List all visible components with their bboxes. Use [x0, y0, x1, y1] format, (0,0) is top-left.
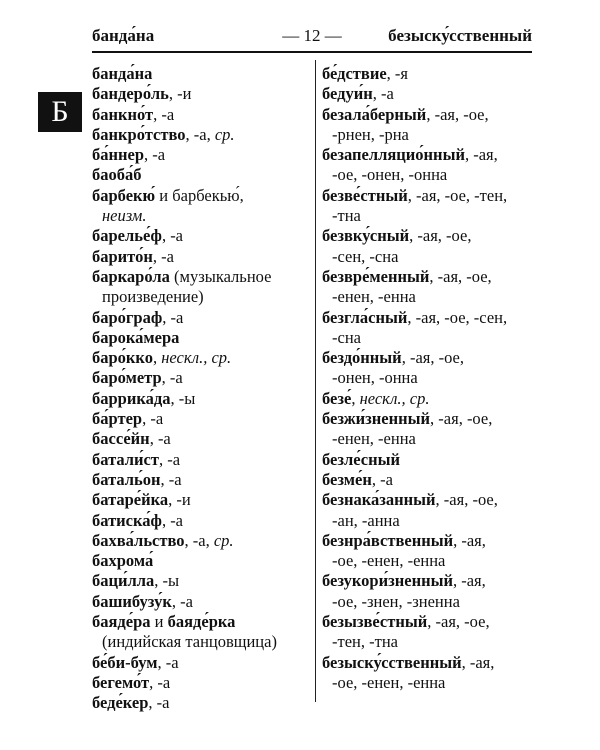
- entry-text: , -а: [152, 246, 174, 266]
- running-header: [92, 26, 532, 52]
- headword: бандеро́ль: [92, 84, 169, 104]
- entry-text: , -ая,: [453, 530, 486, 550]
- dictionary-entry: [92, 84, 312, 104]
- headword: ба́ннер: [92, 145, 145, 165]
- headword: банкно́т: [92, 104, 154, 124]
- entry-text: , -ая,: [452, 571, 486, 591]
- entry-text: ,: [351, 388, 360, 408]
- entry-text: , -ая, -ое, -сен,: [407, 307, 508, 327]
- headword: бахрома́: [92, 551, 154, 571]
- entry-text: и: [150, 612, 168, 632]
- entry-text: , -а: [149, 429, 171, 449]
- dictionary-entry: [92, 653, 312, 673]
- entry-text: и барбекью́,: [155, 185, 244, 205]
- entry-text: ,: [152, 348, 162, 368]
- headword: башибузу́к: [92, 591, 172, 611]
- dictionary-entry: [322, 64, 537, 84]
- entry-text: , -а: [171, 591, 193, 611]
- entry-text: -ан, -анна: [332, 510, 400, 530]
- dictionary-entry: [92, 673, 312, 693]
- entry-continuation: [92, 287, 312, 307]
- headword: безапелляцио́нный: [322, 145, 465, 165]
- dictionary-entry: [92, 105, 312, 125]
- headword: баталь́он: [92, 469, 161, 489]
- dictionary-entry: [92, 247, 312, 267]
- headword: безвку́сный: [322, 226, 410, 246]
- entry-continuation: [322, 551, 537, 571]
- header-rule: [92, 51, 532, 53]
- entry-text: , -а: [371, 469, 393, 489]
- entry-text: , -ая, -ое,: [426, 104, 489, 124]
- entry-text: , -ы: [170, 388, 196, 408]
- headword: банкро́тство: [92, 124, 186, 144]
- headword: безнра́вственный: [322, 530, 454, 550]
- dictionary-entry: [92, 450, 312, 470]
- dictionary-entry: [322, 571, 537, 591]
- headword: баро́граф: [92, 307, 163, 327]
- dictionary-entry: [322, 145, 537, 165]
- entry-text: -енен, -енна: [332, 287, 416, 307]
- dictionary-entry: [322, 531, 537, 551]
- headword: баро́кко: [92, 348, 153, 368]
- dictionary-entry: [92, 389, 312, 409]
- dictionary-entry: [92, 308, 312, 328]
- entry-text: (музыкальное: [169, 266, 272, 286]
- dictionary-entry: [92, 64, 312, 84]
- entry-text: , -а: [158, 449, 181, 469]
- headword: барбекю́: [92, 185, 156, 205]
- entry-text: , -а,: [184, 530, 214, 550]
- headword: бахва́льство: [92, 530, 185, 550]
- entry-text: , -и: [168, 84, 192, 104]
- dictionary-entry: [92, 226, 312, 246]
- entry-continuation: [322, 287, 537, 307]
- entry-text: , -ая,: [464, 145, 498, 165]
- entry-text: -енен, -енна: [332, 429, 416, 449]
- headword: безжи́зненный: [322, 409, 431, 429]
- dictionary-entry: [322, 105, 537, 125]
- headword: баци́лла: [92, 571, 155, 591]
- headword: баоба́б: [92, 165, 142, 185]
- dictionary-entry: [322, 186, 537, 206]
- dictionary-entry: [92, 145, 312, 165]
- dictionary-entry: [92, 693, 312, 713]
- headword: бе́дствие: [322, 64, 387, 83]
- entry-continuation: [92, 632, 312, 652]
- entry-continuation: [322, 632, 537, 652]
- headword: бассе́йн: [92, 429, 150, 449]
- dictionary-entry: [322, 653, 537, 673]
- entry-text: , -а: [148, 693, 170, 713]
- dictionary-entry: [92, 612, 312, 632]
- dictionary-entry: [92, 348, 312, 368]
- dictionary-entry: [322, 409, 537, 429]
- entry-text: (индийская танцовщица): [102, 632, 277, 652]
- column-divider: [315, 60, 316, 702]
- entry-continuation: [322, 247, 537, 267]
- grammar-label: нескл., ср.: [359, 388, 430, 408]
- headword: безукори́зненный: [322, 571, 453, 591]
- headword: безве́стный: [322, 185, 408, 205]
- headword: безме́н: [322, 469, 372, 489]
- headword: банда́на: [92, 64, 153, 83]
- headword: баяде́ра: [92, 612, 151, 632]
- dictionary-entry: [92, 328, 312, 348]
- headword: беде́кер: [92, 693, 149, 713]
- entry-text: -сен, -сна: [332, 246, 399, 266]
- headword: барито́н: [92, 246, 153, 266]
- entry-continuation: [322, 206, 537, 226]
- entry-text: , -ая, -ое,: [427, 612, 490, 632]
- entry-text: , -ая,: [461, 652, 495, 672]
- headword: безе́: [322, 388, 352, 408]
- entry-text: , -ы: [154, 571, 180, 591]
- dictionary-entry: [322, 490, 537, 510]
- dictionary-entry: [92, 490, 312, 510]
- headword: барелье́ф: [92, 226, 162, 246]
- section-letter-tab: Б: [38, 92, 82, 132]
- entry-text: , -ая, -ое,: [430, 409, 493, 429]
- headword: батиска́ф: [92, 510, 162, 530]
- grammar-label: ср.: [214, 124, 235, 144]
- entry-text: , -а: [161, 510, 184, 530]
- entry-continuation: [322, 125, 537, 145]
- dictionary-entry: [322, 267, 537, 287]
- entry-text: , -ая, -ое,: [401, 348, 465, 368]
- entry-text: -ое, -онен, -онна: [332, 165, 448, 185]
- dictionary-entry: [322, 308, 537, 328]
- headword: батали́ст: [92, 449, 159, 469]
- entry-text: -сна: [332, 327, 361, 347]
- dictionary-entry: [92, 571, 312, 591]
- headword: батаре́йка: [92, 490, 169, 510]
- dictionary-entry: [92, 511, 312, 531]
- entry-continuation: [322, 511, 537, 531]
- entry-text: , -а: [161, 368, 183, 388]
- headword: безле́сный: [322, 449, 400, 469]
- entry-text: , -и: [168, 490, 191, 510]
- entry-text: , -я: [386, 64, 408, 83]
- dictionary-entry: [92, 267, 312, 287]
- grammar-label: неизм.: [102, 206, 147, 226]
- entry-text: , -ая, -ое, -тен,: [407, 185, 508, 205]
- entry-continuation: [322, 328, 537, 348]
- dictionary-entry: [322, 348, 537, 368]
- entry-continuation: [322, 368, 537, 388]
- entry-text: , -а: [149, 672, 171, 692]
- entry-continuation: [322, 592, 537, 612]
- dictionary-entry: [92, 165, 312, 185]
- headword: бездо́нный: [322, 348, 402, 368]
- entry-text: произведение): [102, 287, 204, 307]
- headword: безнака́занный: [322, 490, 436, 510]
- entry-text: -тна: [332, 206, 361, 226]
- entry-text: , -а: [153, 104, 175, 124]
- entry-text: -ое, -енен, -енна: [332, 672, 446, 692]
- dictionary-entry: [92, 470, 312, 490]
- entry-text: , -а: [160, 469, 182, 489]
- headword: безыску́сственный: [322, 652, 462, 672]
- headword: бедуи́н: [322, 84, 373, 104]
- entry-text: -онен, -онна: [332, 368, 418, 388]
- entry-text: , -а: [157, 652, 179, 672]
- entry-text: , -а: [162, 307, 184, 327]
- entry-text: , -ая, -ое,: [429, 266, 492, 286]
- dictionary-entry: [322, 450, 537, 470]
- headword: бе́би-бум: [92, 652, 158, 672]
- headword: баррика́да: [92, 388, 171, 408]
- page-number: — 12 —: [282, 26, 342, 45]
- entry-text: -рнен, -рна: [332, 124, 409, 144]
- entry-text: -ое, -енен, -енна: [332, 551, 446, 571]
- headword: ба́ртер: [92, 409, 143, 429]
- headword: безгла́сный: [322, 307, 408, 327]
- entry-text: , -а: [142, 409, 164, 429]
- headword: баркаро́ла: [92, 266, 170, 286]
- dictionary-entry: [322, 226, 537, 246]
- headword: баяде́рка: [167, 612, 236, 632]
- dictionary-entry: [92, 409, 312, 429]
- left-column: [92, 64, 312, 714]
- entry-text: , -ая, -ое,: [409, 226, 472, 246]
- dictionary-entry: [92, 592, 312, 612]
- dictionary-entry: [92, 125, 312, 145]
- dictionary-entry: [92, 368, 312, 388]
- entry-text: , -а: [144, 145, 166, 165]
- dictionary-entry: [322, 84, 537, 104]
- right-column: [322, 64, 537, 693]
- headword: барока́мера: [92, 327, 180, 347]
- headword: безала́берный: [322, 104, 427, 124]
- entry-text: -ое, -знен, -зненна: [332, 591, 460, 611]
- entry-text: , -а: [372, 84, 394, 104]
- dictionary-entry: [322, 470, 537, 490]
- headword: безызве́стный: [322, 612, 428, 632]
- header-last-entry: безыску́сственный: [388, 26, 532, 45]
- dictionary-entry: [322, 389, 537, 409]
- headword: безвре́менный: [322, 266, 430, 286]
- headword: бегемо́т: [92, 672, 150, 692]
- dictionary-entry: [322, 612, 537, 632]
- entry-text: -тен, -тна: [332, 632, 398, 652]
- grammar-label: нескл., ср.: [161, 348, 232, 368]
- entry-text: , -ая, -ое,: [435, 490, 498, 510]
- entry-continuation: [322, 165, 537, 185]
- entry-text: , -а,: [185, 124, 215, 144]
- header-first-entry: банда́на: [92, 26, 155, 45]
- dictionary-entry: [92, 429, 312, 449]
- dictionary-entry: [92, 551, 312, 571]
- entry-continuation: [322, 673, 537, 693]
- entry-continuation: [92, 206, 312, 226]
- dictionary-entry: [92, 531, 312, 551]
- dictionary-entry: [92, 186, 312, 206]
- headword: баро́метр: [92, 368, 162, 388]
- grammar-label: ср.: [213, 530, 234, 550]
- entry-text: , -а: [161, 226, 184, 246]
- entry-continuation: [322, 429, 537, 449]
